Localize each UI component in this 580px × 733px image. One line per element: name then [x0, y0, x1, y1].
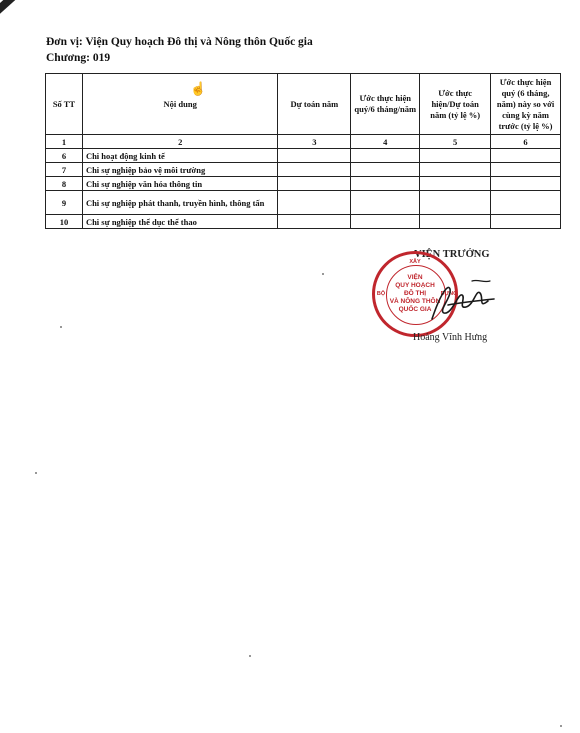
signature-block — [368, 245, 528, 355]
stamp-arc-right: DỰNG — [440, 291, 458, 297]
stamp-line: QUY HOẠCH — [395, 282, 435, 289]
empty-cell — [491, 215, 561, 229]
empty-cell — [420, 177, 491, 191]
empty-cell — [420, 191, 491, 215]
empty-cell — [278, 191, 351, 215]
col-number: 4 — [351, 135, 420, 149]
empty-cell — [351, 163, 420, 177]
empty-cell — [351, 177, 420, 191]
empty-cell — [351, 191, 420, 215]
col-number: 1 — [46, 135, 83, 149]
budget-report-table — [45, 73, 561, 229]
signer-title: VIỆN TRƯỞNG — [414, 249, 490, 260]
empty-cell — [278, 177, 351, 191]
table-row — [46, 149, 561, 163]
col-header-estimated-execution: Ước thực hiện quý/6 tháng/năm — [351, 74, 420, 135]
row-content: Chi sự nghiệp thể dục thể thao — [82, 215, 278, 229]
scan-speck — [249, 655, 251, 657]
stamp-line: QUỐC GIA — [398, 306, 432, 313]
table-row — [46, 191, 561, 215]
row-stt: 7 — [46, 163, 83, 177]
stamp-line: VÀ NÔNG THÔN — [389, 298, 441, 305]
col-header-content: Nội dung — [82, 74, 278, 135]
empty-cell — [420, 149, 491, 163]
col-header-execution-ratio: Ước thực hiện/Dự toán năm (tỷ lệ %) — [420, 74, 491, 135]
empty-cell — [278, 163, 351, 177]
signer-name: Hoàng Vĩnh Hưng — [413, 332, 488, 343]
hand-cursor-icon: ☝ — [190, 81, 207, 96]
row-stt: 8 — [46, 177, 83, 191]
row-content: Chi sự nghiệp văn hóa thông tin — [82, 177, 278, 191]
handwritten-signature — [418, 275, 498, 325]
empty-cell — [351, 149, 420, 163]
table-row — [46, 163, 561, 177]
row-content: Chi sự nghiệp bảo vệ môi trường — [82, 163, 278, 177]
scan-speck — [35, 472, 37, 474]
empty-cell — [491, 191, 561, 215]
row-content: Chi sự nghiệp phát thanh, truyền hình, thông tấn — [82, 191, 278, 215]
empty-cell — [278, 215, 351, 229]
col-number: 3 — [278, 135, 351, 149]
stamp-line: ĐÔ THỊ — [403, 290, 427, 297]
column-number-row — [46, 135, 561, 149]
stamp-arc-left: BỘ — [376, 291, 386, 297]
empty-cell — [491, 149, 561, 163]
col-number: 6 — [491, 135, 561, 149]
scan-speck — [560, 725, 562, 727]
empty-cell — [278, 149, 351, 163]
unit-name: Đơn vị: Viện Quy hoạch Đô thị và Nông thôn Quốc gia — [46, 36, 313, 48]
col-header-stt: Số TT — [46, 74, 83, 135]
row-stt: 10 — [46, 215, 83, 229]
table-row — [46, 215, 561, 229]
empty-cell — [420, 215, 491, 229]
col-number: 5 — [420, 135, 491, 149]
row-stt: 6 — [46, 149, 83, 163]
stamp-line: VIỆN — [407, 274, 423, 281]
document-header — [46, 34, 313, 66]
scan-speck — [322, 273, 324, 275]
stamp-arc-top: XÂY — [409, 259, 421, 265]
scan-edge-mark — [0, 0, 15, 67]
chapter-code: Chương: 019 — [46, 52, 111, 64]
col-number: 2 — [82, 135, 278, 149]
table-row — [46, 177, 561, 191]
empty-cell — [491, 177, 561, 191]
col-header-yoy-ratio: Ước thực hiện quý (6 tháng, năm) này so với cùng kỳ năm trước (tỷ lệ %) — [491, 74, 561, 135]
empty-cell — [491, 163, 561, 177]
empty-cell — [420, 163, 491, 177]
col-header-annual-estimate: Dự toán năm — [278, 74, 351, 135]
scan-speck — [60, 326, 62, 328]
row-stt: 9 — [46, 191, 83, 215]
row-content: Chi hoạt động kinh tế — [82, 149, 278, 163]
table-header-row — [46, 74, 561, 135]
empty-cell — [351, 215, 420, 229]
